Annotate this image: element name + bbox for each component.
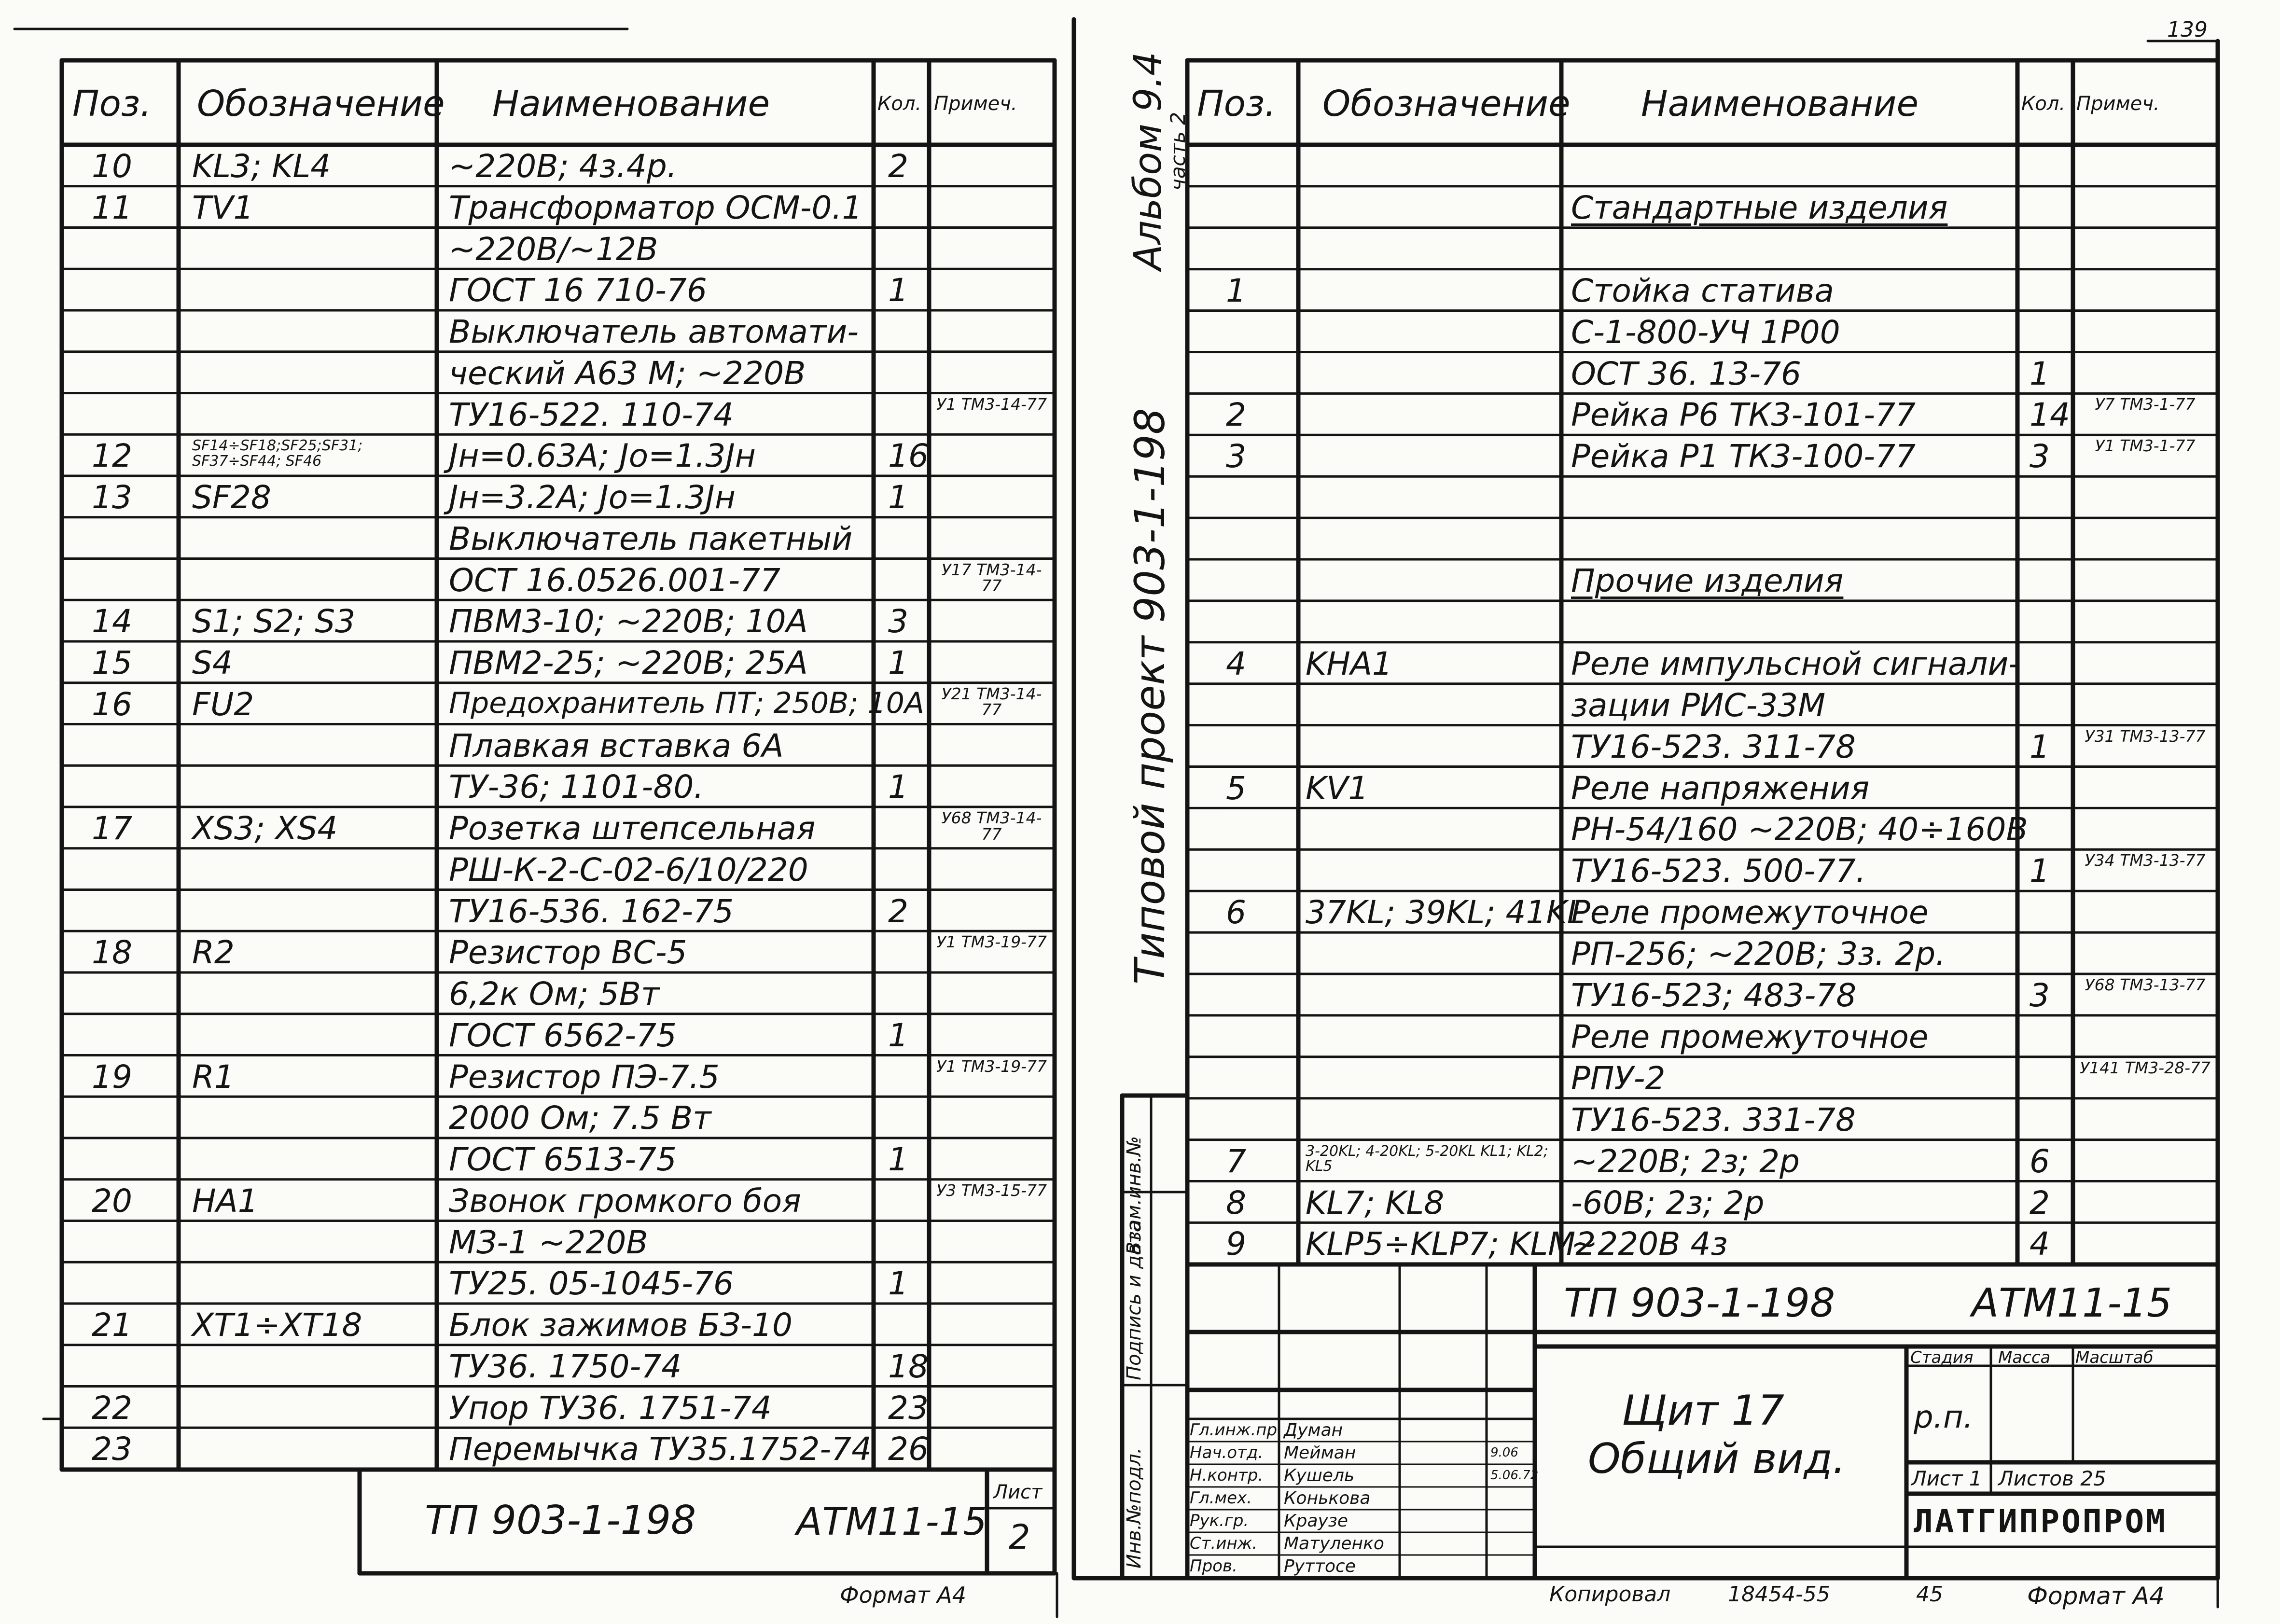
left-row-pos: 20 (92, 1182, 132, 1220)
stamp-role: Гл.мех. (1190, 1488, 1252, 1508)
right-row-name: РН-54/160 ~220В; 40÷160В (1571, 811, 2028, 848)
left-row-name: МЗ-1 ~220В (449, 1223, 648, 1261)
left-row-name: Резистор ВС-5 (449, 934, 687, 972)
left-row-name: Упор ТУ36. 1751-74 (449, 1389, 772, 1427)
right-row-qty: 1 (2030, 728, 2050, 765)
right-row-qty: 1 (2030, 355, 2050, 392)
left-row-name: ПВМ2-25; ~220В; 25А (449, 644, 808, 681)
left-row-name: ТУ36. 1750-74 (449, 1347, 682, 1385)
stamp-name: Руттосе (1284, 1556, 1356, 1576)
right-row-qty: 4 (2030, 1225, 2050, 1263)
left-row-note: У1 ТМ3-19-77 (936, 1056, 1047, 1076)
right-row-name: -60В; 2з; 2р (1571, 1184, 1765, 1221)
left-row-pos: 23 (92, 1430, 132, 1468)
right-row-pos: 3 (1226, 438, 1246, 475)
right-row-designation: KLP5÷KLP7; KLM2 (1306, 1225, 1596, 1263)
right-row-qty: 3 (2030, 977, 2050, 1014)
left-row-designation: R1 (192, 1058, 235, 1096)
right-row-pos: 2 (1226, 396, 1246, 434)
left-row-qty: 1 (888, 644, 908, 681)
stamp-name: Краузе (1284, 1511, 1349, 1531)
left-footer-sheet-number: 2 (1009, 1517, 1030, 1557)
left-row-qty: 16 (888, 437, 929, 475)
left-row-qty: 1 (888, 1141, 908, 1178)
title-project: ТП 903-1-198 (1564, 1280, 1835, 1326)
right-row-name: ТУ16-523. 331-78 (1571, 1101, 1856, 1138)
left-row-note: У21 ТМ3-14-77 (941, 684, 1042, 720)
left-row-pos: 21 (92, 1306, 132, 1344)
stamp-date: 9.06 (1490, 1445, 1518, 1460)
left-header-pos: Поз. (72, 83, 152, 125)
left-row-pos: 11 (92, 189, 132, 226)
left-row-name: Jн=0.63А; Jо=1.3Jн (449, 437, 756, 475)
left-row-name: ПВМ3-10; ~220В; 10А (449, 603, 808, 640)
left-row-pos: 10 (92, 148, 132, 185)
right-row-name: Стойка статива (1571, 272, 1834, 309)
right-row-name: Реле промежуточное (1571, 894, 1929, 931)
stamp-role: Гл.инж.пр. (1190, 1420, 1282, 1440)
right-row-name: РПУ-2 (1571, 1059, 1666, 1097)
left-row-qty: 1 (888, 1265, 908, 1303)
sheet-number-label: Лист 1 (1911, 1467, 1982, 1490)
left-row-pos: 13 (92, 479, 132, 516)
left-row-note: У68 ТМ3-14-77 (941, 808, 1042, 844)
left-header-name: Наименование (492, 83, 770, 125)
left-row-name: ТУ-36; 1101-80. (449, 768, 704, 806)
left-row-name: РШ-К-2-С-02-6/10/220 (449, 851, 808, 888)
left-row-qty: 2 (888, 892, 908, 930)
copied-label: Копировал (1549, 1582, 1671, 1607)
right-row-pos: 5 (1226, 769, 1246, 807)
stamp-role: Нач.отд. (1190, 1443, 1264, 1462)
right-header-pos: Поз. (1197, 83, 1276, 125)
left-row-qty: 1 (888, 479, 908, 516)
left-row-designation: SF14÷SF18;SF25;SF31; SF37÷SF44; SF46 (192, 437, 363, 470)
side-project-label: Типовой проект 903-1-198 (1126, 408, 1174, 985)
right-row-name: Реле напряжения (1571, 769, 1870, 807)
left-row-designation: S1; S2; S3 (192, 603, 356, 640)
stamp-role: Пров. (1190, 1556, 1237, 1576)
right-row-pos: 8 (1226, 1184, 1246, 1221)
left-row-name: ~220В; 4з.4р. (449, 148, 677, 185)
stamp-name: Матуленко (1284, 1534, 1384, 1554)
left-row-qty: 1 (888, 272, 908, 309)
stamp-label-signature: Подпись и дата (1123, 1220, 1145, 1380)
left-row-note: У17 ТМ3-14-77 (941, 560, 1042, 596)
side-album-label: Альбом 9.4 (1126, 52, 1170, 270)
stamp-name: Мейман (1284, 1443, 1356, 1463)
left-row-name: ТУ16-536. 162-75 (449, 892, 734, 930)
left-row-note: У1 ТМ3-14-77 (936, 394, 1047, 414)
left-row-pos: 12 (92, 437, 132, 475)
left-row-pos: 14 (92, 603, 132, 640)
right-row-note: У1 ТМ3-1-77 (2095, 436, 2196, 456)
left-row-note: У3 ТМ3-15-77 (936, 1180, 1047, 1200)
left-row-designation: FU2 (192, 685, 254, 723)
right-row-qty: 14 (2030, 396, 2070, 434)
organization-name: ЛАТГИПРОПРОМ (1914, 1503, 2167, 1540)
right-row-name: ~220В 4з (1571, 1225, 1728, 1263)
right-row-note: У141 ТМ3-28-77 (2079, 1058, 2210, 1077)
left-footer-sheet-label: Лист (993, 1481, 1043, 1503)
left-row-name: Jн=3.2А; Jо=1.3Jн (449, 479, 736, 516)
right-row-qty: 3 (2030, 438, 2050, 475)
left-row-designation: SF28 (192, 479, 271, 516)
right-row-name: ТУ16-523. 311-78 (1571, 728, 1856, 765)
left-row-qty: 23 (888, 1389, 929, 1427)
title-line-1: Щит 17 (1622, 1387, 1784, 1435)
left-row-note: У1 ТМ3-19-77 (936, 932, 1047, 952)
right-row-name: Рейка Р1 ТК3-100-77 (1571, 438, 1916, 475)
right-row-name: РП-256; ~220В; 3з. 2р. (1571, 935, 1946, 973)
right-row-name: Прочие изделия (1571, 562, 1844, 599)
left-row-pos: 19 (92, 1058, 132, 1096)
left-row-name: 2000 Ом; 7.5 Вт (449, 1099, 711, 1137)
left-row-name: Выключатель пакетный (449, 520, 853, 557)
left-row-name: Розетка штепсельная (449, 810, 816, 847)
right-row-pos: 6 (1226, 894, 1246, 931)
page-number: 139 (2167, 17, 2208, 42)
left-row-name: Плавкая вставка 6А (449, 727, 784, 764)
left-header-qty: Кол. (877, 93, 922, 115)
right-row-qty: 1 (2030, 852, 2050, 890)
left-row-pos: 17 (92, 810, 132, 847)
stamp-label-inv: Инв.№подл. (1123, 1447, 1145, 1568)
left-row-designation: KL3; KL4 (192, 148, 331, 185)
left-header-note: Примеч. (934, 93, 1017, 115)
copy-number: 18454-55 (1728, 1582, 1830, 1607)
left-row-name: ческий А63 М; ~220В (449, 354, 806, 392)
left-header-designation: Обозначение (197, 83, 445, 125)
left-row-name: ГОСТ 6513-75 (449, 1141, 677, 1178)
right-row-name: ТУ16-523. 500-77. (1571, 852, 1866, 890)
left-row-name: Перемычка ТУ35.1752-74 (449, 1430, 872, 1468)
right-row-name: С-1-800-УЧ 1Р00 (1571, 313, 1840, 351)
title-code: АТМ11-15 (1972, 1280, 2172, 1326)
left-row-name: Резистор ПЭ-7.5 (449, 1058, 720, 1096)
right-row-name: Реле промежуточное (1571, 1018, 1929, 1055)
left-row-pos: 16 (92, 685, 132, 723)
left-row-name: ~220В/~12В (449, 230, 658, 268)
stamp-name: Конькова (1284, 1488, 1371, 1508)
stage-label: Стадия (1910, 1348, 1974, 1367)
left-row-designation: XS3; XS4 (192, 810, 338, 847)
left-row-qty: 18 (888, 1347, 929, 1385)
right-row-name: Рейка Р6 ТК3-101-77 (1571, 396, 1916, 434)
left-footer-code: АТМ11-15 (796, 1500, 987, 1544)
right-row-pos: 4 (1226, 645, 1246, 682)
right-header-name: Наименование (1641, 83, 1919, 125)
stamp-label-replace: Взам.инв.№ (1123, 1136, 1145, 1255)
left-row-qty: 3 (888, 603, 908, 640)
stamp-name: Кушель (1284, 1466, 1355, 1485)
left-row-qty: 26 (888, 1430, 929, 1468)
right-header-qty: Кол. (2021, 93, 2066, 115)
sheets-total-label: Листов 25 (1998, 1467, 2106, 1490)
left-row-name: ТУ25. 05-1045-76 (449, 1265, 734, 1303)
left-row-name: Выключатель автомати- (449, 313, 859, 350)
right-row-name: зации РИС-33М (1571, 686, 1826, 724)
stamp-role: Рук.гр. (1190, 1511, 1249, 1530)
scale-label: Масштаб (2075, 1348, 2154, 1367)
right-row-designation: KHA1 (1306, 645, 1393, 682)
left-row-name: ГОСТ 16 710-76 (449, 272, 707, 309)
left-row-designation: TV1 (192, 189, 254, 226)
left-row-designation: XT1÷XT18 (192, 1306, 362, 1344)
left-row-pos: 18 (92, 934, 132, 972)
stamp-role: Н.контр. (1190, 1466, 1264, 1485)
mass-label: Масса (1998, 1348, 2051, 1367)
right-row-note: У68 ТМ3-13-77 (2085, 975, 2206, 994)
right-row-designation: 37KL; 39KL; 41KL (1306, 894, 1585, 931)
right-header-designation: Обозначение (1322, 83, 1571, 125)
left-row-designation: HA1 (192, 1182, 258, 1220)
left-row-name: Предохранитель ПТ; 250В; 10А (449, 686, 924, 720)
right-row-note: У31 ТМ3-13-77 (2085, 726, 2206, 746)
left-row-name: ТУ16-522. 110-74 (449, 396, 734, 433)
left-row-qty: 1 (888, 768, 908, 806)
right-row-qty: 6 (2030, 1142, 2050, 1180)
right-row-pos: 1 (1226, 272, 1246, 309)
stamp-role: Ст.инж. (1190, 1534, 1258, 1553)
right-row-name: Реле импульсной сигнали- (1571, 645, 2020, 682)
left-row-designation: S4 (192, 644, 233, 681)
stamp-name: Думан (1284, 1420, 1343, 1440)
right-row-name: ТУ16-523; 483-78 (1571, 977, 1857, 1014)
right-row-name: ОСТ 36. 13-76 (1571, 355, 1802, 392)
stamp-date: 5.06.72 (1490, 1468, 1539, 1483)
left-row-designation: R2 (192, 934, 235, 972)
side-part-label: часть 2 (1166, 112, 1190, 191)
right-row-qty: 2 (2030, 1184, 2050, 1221)
right-row-designation: KL7; KL8 (1306, 1184, 1445, 1221)
copy-sheet: 45 (1916, 1582, 1943, 1607)
title-line-2: Общий вид. (1588, 1435, 1846, 1483)
right-row-pos: 7 (1226, 1142, 1246, 1180)
right-row-name: ~220В; 2з; 2р (1571, 1142, 1800, 1180)
left-row-qty: 2 (888, 148, 908, 185)
right-header-note: Примеч. (2076, 93, 2160, 115)
left-row-name: 6,2к Ом; 5Вт (449, 975, 660, 1013)
left-row-name: Трансформатор ОСМ-0.1 (449, 189, 862, 226)
right-row-designation: 3-20KL; 4-20KL; 5-20KL KL1; KL2; KL5 (1306, 1142, 1548, 1175)
left-footer-project: ТП 903-1-198 (425, 1498, 696, 1543)
left-row-pos: 15 (92, 644, 132, 681)
right-format-label: Формат А4 (2027, 1582, 2165, 1610)
left-row-qty: 1 (888, 1016, 908, 1054)
right-row-note: У7 ТМ3-1-77 (2095, 395, 2196, 414)
left-row-pos: 22 (92, 1389, 132, 1427)
right-row-note: У34 ТМ3-13-77 (2085, 851, 2206, 870)
left-row-name: Блок зажимов БЗ-10 (449, 1306, 793, 1344)
right-row-pos: 9 (1226, 1225, 1246, 1263)
right-row-name: Стандартные изделия (1571, 189, 1948, 226)
left-row-name: ОСТ 16.0526.001-77 (449, 561, 781, 599)
left-footer-format: Формат А4 (840, 1582, 966, 1608)
right-row-designation: KV1 (1306, 769, 1369, 807)
stage-value: р.п. (1914, 1400, 1974, 1435)
left-row-name: ГОСТ 6562-75 (449, 1016, 677, 1054)
left-row-name: Звонок громкого боя (449, 1182, 801, 1220)
